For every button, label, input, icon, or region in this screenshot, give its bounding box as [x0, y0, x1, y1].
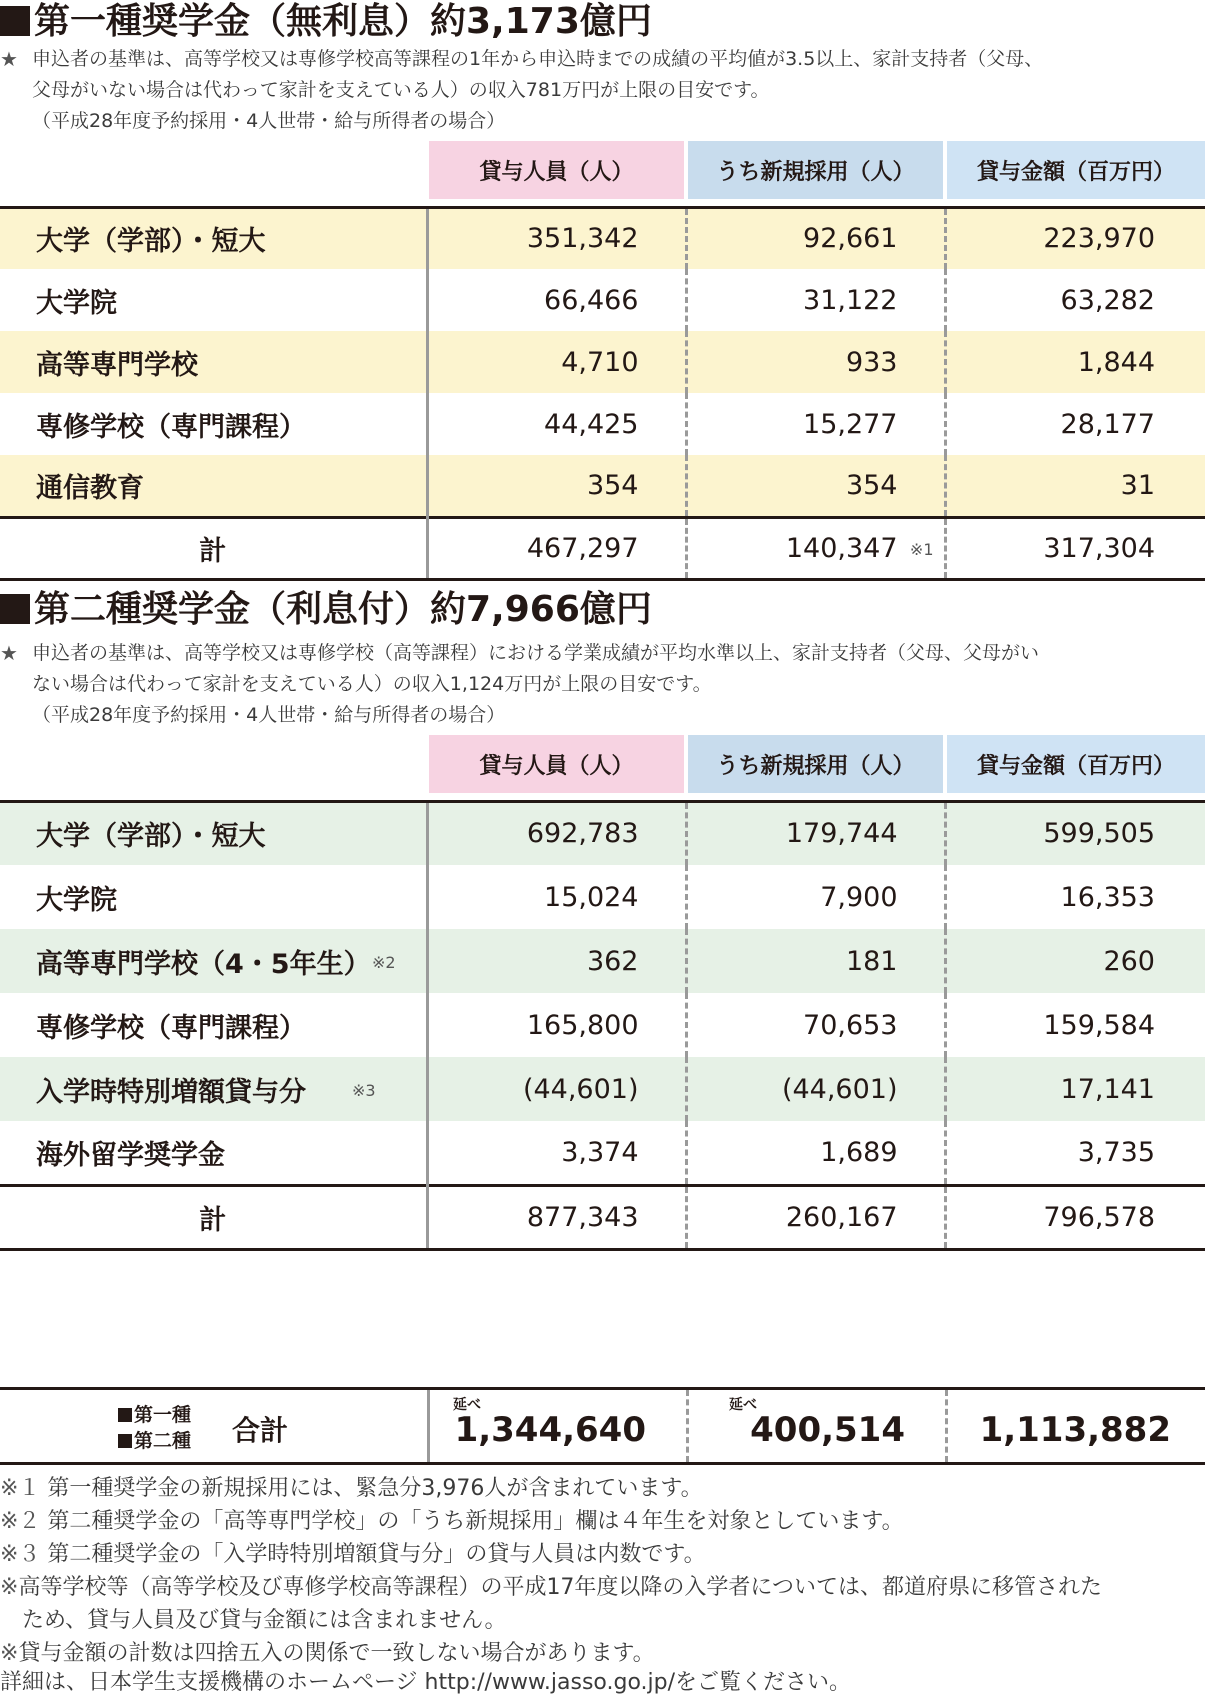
grand-total-value: 1,113,882: [979, 1410, 1171, 1450]
table-row: [0, 993, 1205, 1057]
cell-value: 7,900: [686, 865, 945, 929]
cell-value: 140,347: [785, 532, 898, 564]
footnote-text: 高等学校等（高等学校及び専修学校高等課程）の平成17年度以降の入学者については、都道府県に移管された: [18, 1575, 1102, 1600]
row-label: 通信教育: [0, 455, 427, 517]
cell-value: 31,122: [686, 269, 945, 331]
cell-value: 599,505: [945, 801, 1205, 865]
cell-value: 159,584: [945, 993, 1205, 1057]
footnote-text: 第一種奨学金の新規採用には、緊急分3,976人が含まれています。: [40, 1476, 703, 1501]
total-label: 計: [0, 1185, 427, 1249]
cell-value: 15,277: [686, 393, 945, 455]
header-new-adoption: うち新規採用（人）: [686, 735, 945, 793]
footnote-line: [0, 1538, 1205, 1571]
footnote-mark: ※２: [0, 1509, 41, 1534]
grand-total-row: [0, 1387, 1205, 1465]
cell-value: (44,601): [427, 1057, 686, 1121]
cell-value: 4,710: [427, 331, 686, 393]
cell-value: 31: [945, 455, 1205, 517]
footnote-text: ため、貸与人員及び貸与金額には含まれません。: [0, 1608, 507, 1633]
cell-value: 63,282: [945, 269, 1205, 331]
section2-table: [0, 735, 1205, 1251]
square-bullet-icon: [118, 1408, 132, 1422]
star-icon: ★: [0, 47, 18, 71]
row-label-with-mark: [0, 1057, 427, 1121]
section2-title: [0, 588, 652, 632]
kind-second: [118, 1428, 191, 1454]
header-blank: [0, 735, 427, 793]
grand-total-cell: [945, 1390, 1205, 1462]
header-blank: [0, 141, 427, 199]
header-lending-count: 貸与人員（人）: [427, 735, 686, 793]
footnote-mark: ※3: [352, 1081, 376, 1100]
row-label: 高等専門学校（4・5年生）: [36, 948, 371, 980]
cell-value: (44,601): [686, 1057, 945, 1121]
cell-value: 17,141: [945, 1057, 1205, 1121]
table-row: [0, 331, 1205, 393]
cell-value: 92,661: [686, 207, 945, 269]
note-line: 申込者の基準は、高等学校又は専修学校（高等課程）における学業成績が平均水準以上、家計支持者（父母、父母がい: [32, 642, 1040, 664]
row-label: 大学（学部）・短大: [0, 801, 427, 865]
table-row: [0, 455, 1205, 517]
grand-total-cell: [686, 1390, 945, 1462]
note-line: （平成28年度予約採用・4人世帯・給与所得者の場合）: [32, 110, 506, 132]
kind-second-text: 第二種: [134, 1430, 192, 1452]
grand-total-cell: [427, 1390, 686, 1462]
cell-value: 1,844: [945, 331, 1205, 393]
footnote-line: [0, 1505, 1205, 1538]
table-row: [0, 393, 1205, 455]
square-bullet-icon: [0, 6, 30, 36]
cell-value: 165,800: [427, 993, 686, 1057]
cell-value: 1,689: [686, 1121, 945, 1185]
row-label: 大学（学部）・短大: [0, 207, 427, 269]
cell-value: 317,304: [945, 517, 1205, 579]
note-line: ない場合は代わって家計を支えている人）の収入1,124万円が上限の目安です。: [32, 673, 712, 695]
grand-total-value: 400,514: [750, 1410, 905, 1450]
footnote-text: 第二種奨学金の「入学時特別増額貸与分」の貸与人員は内数です。: [40, 1542, 706, 1567]
header-lending-amount: 貸与金額（百万円）: [945, 141, 1205, 199]
table-row: [0, 269, 1205, 331]
row-label: 高等専門学校: [0, 331, 427, 393]
note-line: 申込者の基準は、高等学校又は専修学校高等課程の1年から申込時までの成績の平均値が3.5以上、家計支持者（父母、: [32, 48, 1044, 70]
cell-value: 44,425: [427, 393, 686, 455]
cell-value: 16,353: [945, 865, 1205, 929]
row-label: 専修学校（専門課程）: [36, 1012, 306, 1044]
cell-value: 260,167: [686, 1185, 945, 1249]
footnote-text: 貸与金額の計数は四捨五入の関係で一致しない場合があります。: [18, 1641, 655, 1666]
footnote-line: [0, 1604, 1205, 1637]
grand-total-value: 1,344,640: [454, 1410, 646, 1450]
footnote-mark: ※1: [909, 539, 934, 559]
cell-value-with-mark: [686, 517, 945, 579]
note-line: （平成28年度予約採用・4人世帯・給与所得者の場合）: [32, 704, 506, 726]
cell-value: 181: [686, 929, 945, 993]
cell-value: 467,297: [427, 517, 686, 579]
details-line: 詳細は、日本学生支援機構のホームページ http://www.jasso.go.jp/をご覧ください。: [0, 1670, 852, 1695]
cell-value: 223,970: [945, 207, 1205, 269]
cell-value: 260: [945, 929, 1205, 993]
square-bullet-icon: [118, 1434, 132, 1448]
cell-value: 3,374: [427, 1121, 686, 1185]
ext-label: 延べ: [729, 1397, 757, 1413]
section2-note: [0, 638, 1205, 731]
section2-title-text: 第二種奨学金（利息付）約7,966億円: [34, 589, 652, 630]
footnote-line: [0, 1571, 1205, 1604]
cell-value: 877,343: [427, 1185, 686, 1249]
footnote-mark: ※2: [372, 953, 396, 972]
cell-value: 933: [686, 331, 945, 393]
footnotes: [0, 1472, 1205, 1670]
cell-value: 179,744: [686, 801, 945, 865]
cell-value: 3,735: [945, 1121, 1205, 1185]
row-label: 大学院: [36, 287, 117, 319]
row-label: 入学時特別増額貸与分: [36, 1076, 306, 1108]
cell-value: 692,783: [427, 801, 686, 865]
row-label: 大学院: [36, 884, 117, 916]
total-row: [0, 517, 1205, 579]
row-label-with-mark: [0, 929, 427, 993]
header-lending-amount: 貸与金額（百万円）: [945, 735, 1205, 793]
cell-value: 796,578: [945, 1185, 1205, 1249]
cell-value: 354: [686, 455, 945, 517]
table-row: [0, 801, 1205, 865]
cell-value: 351,342: [427, 207, 686, 269]
table-row: [0, 865, 1205, 929]
cell-value: 28,177: [945, 393, 1205, 455]
footnote-mark: ※１: [0, 1476, 41, 1501]
ext-label: 延べ: [453, 1397, 481, 1413]
star-icon: ★: [0, 641, 18, 665]
cell-value: 15,024: [427, 865, 686, 929]
total-row: [0, 1185, 1205, 1249]
cell-value: 70,653: [686, 993, 945, 1057]
section1-note: [0, 44, 1205, 137]
table-row: [0, 1121, 1205, 1185]
note-line: 父母がいない場合は代わって家計を支えている人）の収入781万円が上限の目安です。: [32, 79, 770, 101]
footnote-mark: ※: [0, 1575, 19, 1600]
grand-total-label-cell: [0, 1390, 427, 1462]
total-label: 計: [0, 517, 427, 579]
table-row: [0, 207, 1205, 269]
table-row: [0, 929, 1205, 993]
header-lending-count: 貸与人員（人）: [427, 141, 686, 199]
section1-title-text: 第一種奨学金（無利息）約3,173億円: [34, 1, 652, 42]
footnote-line: [0, 1472, 1205, 1505]
footnote-mark: ※: [0, 1641, 19, 1666]
table-row: [0, 1057, 1205, 1121]
grand-total-label: 合計: [232, 1414, 289, 1447]
footnote-text: 第二種奨学金の「高等専門学校」の「うち新規採用」欄は４年生を対象としています。: [40, 1509, 904, 1534]
section1-title: [0, 0, 652, 44]
header-new-adoption: うち新規採用（人）: [686, 141, 945, 199]
footnote-mark: ※３: [0, 1542, 41, 1567]
square-bullet-icon: [0, 594, 30, 624]
cell-value: 354: [427, 455, 686, 517]
row-label: 海外留学奨学金: [36, 1139, 225, 1171]
kind-first-text: 第一種: [134, 1404, 192, 1426]
section1-table: [0, 141, 1205, 581]
row-label: 専修学校（専門課程）: [36, 411, 306, 443]
kind-first: [118, 1402, 191, 1428]
cell-value: 66,466: [427, 269, 686, 331]
cell-value: 362: [427, 929, 686, 993]
